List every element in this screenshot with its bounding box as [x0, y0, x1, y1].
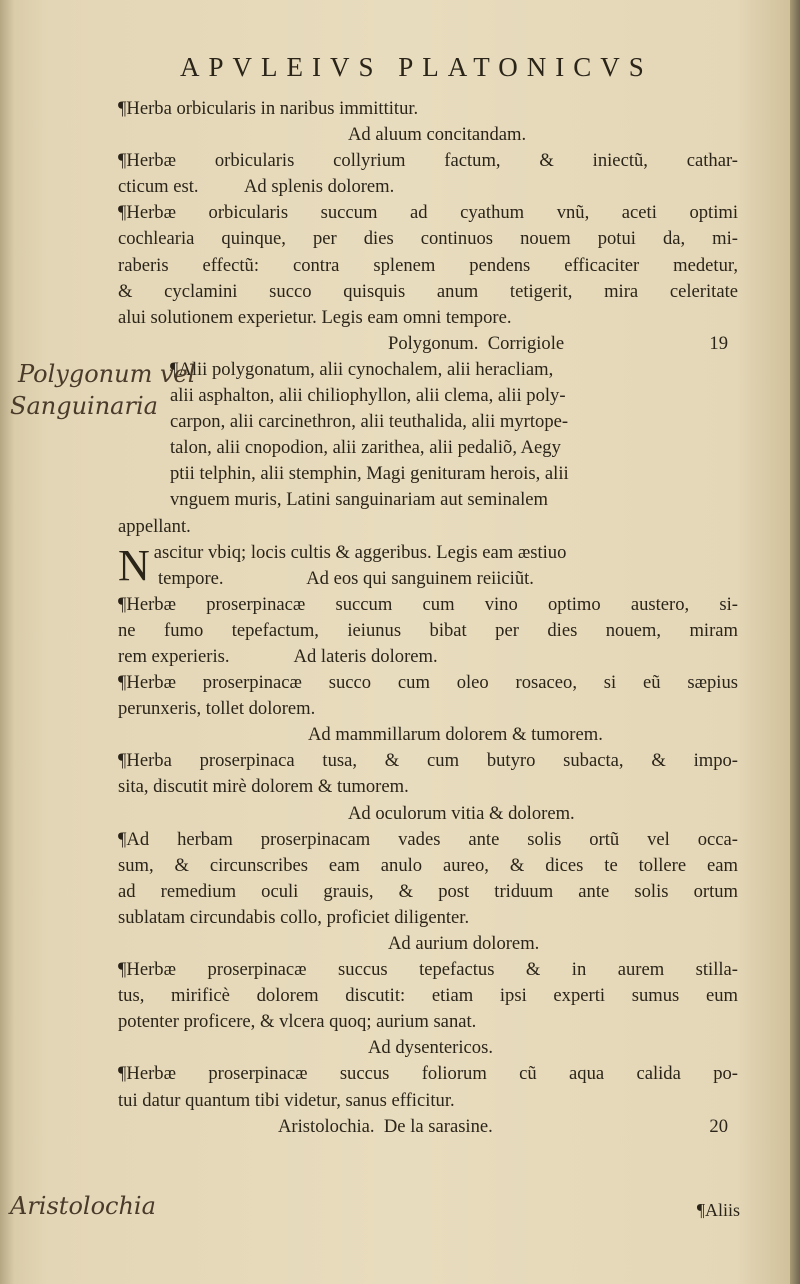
line-text: cochlearia quinque, per dies continuos nouem potui da, mi- [118, 228, 738, 250]
line-text: ¶Herba orbicularis in naribus immittitur. [118, 98, 419, 119]
text-line [118, 122, 738, 148]
text-line [118, 879, 738, 905]
line-text: ad remedium oculi grauis, & post triduum ante solis ortum [118, 880, 738, 902]
text-line [118, 931, 738, 957]
text-line [118, 383, 738, 409]
text-line [118, 853, 738, 879]
line-text: sublatam circundabis collo, proficiet diligenter. [118, 906, 470, 928]
text-line [118, 1114, 738, 1140]
line-text: ascitur vbiq; locis cultis & aggeribus. Legis eam æstiuo [153, 541, 567, 563]
text-line [118, 174, 738, 200]
text-line [118, 748, 738, 774]
margin-note-aristolochia: Aristolochia [10, 1192, 156, 1220]
line-text: alii asphalton, alii chiliophyllon, alii clema, alii poly- [170, 385, 566, 407]
line-text: tus, mirificè dolorem discutit: etiam ipsi experti sumus eum [118, 985, 738, 1007]
text-line [118, 279, 738, 305]
line-text: ne fumo tepefactum, ieiunus bibat per dies nouem, miram [118, 619, 738, 641]
text-line [118, 722, 738, 748]
text-line [118, 1009, 738, 1035]
text-line [118, 96, 738, 122]
line-text: ptii telphin, alii stemphin, Magi genituram herois, alii [170, 463, 569, 485]
line-text: Ad aluum concitandam. [348, 124, 527, 146]
running-header: APVLEIVS PLATONICVS [180, 52, 653, 82]
folio-number: 19 [709, 332, 728, 354]
text-line [118, 1061, 738, 1087]
text-line [118, 566, 738, 592]
text-line [118, 670, 738, 696]
line-text: ¶Herbæ orbicularis succum ad cyathum vnũ, aceti optimi [118, 202, 738, 224]
line-text: alui solutionem experietur. Legis eam omni tempore. [118, 306, 512, 328]
line-text: tempore. Ad eos qui sanguinem reiiciũt. [158, 567, 534, 589]
text-line [118, 200, 738, 226]
text-line [118, 487, 738, 513]
text-block [118, 96, 738, 1140]
line-text: Polygonum. Corrigiole [388, 332, 565, 354]
catchword: ¶Aliis [696, 1200, 740, 1220]
line-text: ¶Ad herbam proserpinacam vades ante solis ortũ vel occa- [118, 828, 738, 850]
text-line [118, 801, 738, 827]
line-text: tui datur quantum tibi videtur, sanus efficitur. [118, 1089, 455, 1111]
line-text: perunxeris, tollet dolorem. [118, 698, 316, 720]
line-text: appellant. [118, 515, 191, 537]
text-line [118, 957, 738, 983]
text-line [118, 461, 738, 487]
text-line [118, 1088, 738, 1114]
line-text: talon, alii cnopodion, alii zarithea, alii pedaliõ, Aegy [170, 437, 561, 459]
drop-capital: N [118, 540, 150, 590]
page-binding-edge [0, 0, 14, 1284]
line-text: sum, & circunscribes eam anulo aureo, & dices te tollere eam [118, 854, 738, 876]
page-outer-edge [790, 0, 800, 1284]
line-text: cticum est. Ad splenis dolorem. [118, 176, 395, 198]
text-line [118, 983, 738, 1009]
line-text: rem experieris. Ad lateris dolorem. [118, 645, 438, 667]
text-line [118, 905, 738, 931]
line-text: Ad mammillarum dolorem & tumorem. [308, 724, 603, 746]
text-line [118, 226, 738, 252]
text-line [118, 331, 738, 357]
text-line [118, 774, 738, 800]
line-text: ¶Herbæ proserpinacæ succus foliorum cũ aqua calida po- [118, 1063, 738, 1085]
text-line [118, 514, 738, 540]
line-text: raberis effectũ: contra splenem pendens efficaciter medetur, [118, 254, 738, 276]
line-text: Ad aurium dolorem. [388, 933, 540, 954]
line-text: ¶Herbæ orbicularis collyrium factum, & iniectũ, cathar- [118, 150, 738, 172]
text-line [118, 357, 738, 383]
text-line [118, 592, 738, 618]
line-text: ¶Herbæ proserpinacæ succo cum oleo rosaceo, si eũ sæpius [118, 672, 738, 694]
text-line [118, 148, 738, 174]
text-line [118, 1035, 738, 1061]
text-line [118, 409, 738, 435]
text-line [118, 435, 738, 461]
line-text: ¶Alii polygonatum, alii cynochalem, alii heracliam, [170, 358, 554, 380]
line-text: carpon, alii carcinethron, alii teuthalida, alii myrtope- [170, 411, 569, 433]
line-text: & cyclamini succo quisquis anum tetigerit, mira celeritate [118, 280, 738, 302]
line-text: potenter proficere, & vlcera quoq; aurium sanat. [118, 1011, 477, 1033]
line-text: Ad dysentericos. [368, 1037, 493, 1059]
line-text: ¶Herbæ proserpinacæ succus tepefactus & in aurem stilla- [118, 959, 738, 981]
folio-number: 20 [709, 1115, 728, 1137]
text-line [118, 305, 738, 331]
margin-note-polygonum: Polygonum vel [18, 360, 196, 388]
margin-note-sanguinaria: Sanguinaria [10, 392, 158, 420]
line-text: Aristolochia. De la sarasine. [278, 1115, 493, 1137]
text-line [118, 696, 738, 722]
line-text: ¶Herba proserpinaca tusa, & cum butyro subacta, & impo- [118, 750, 738, 772]
line-text: Ad oculorum vitia & dolorem. [348, 802, 575, 824]
line-text: vnguem muris, Latini sanguinariam aut seminalem [170, 489, 548, 511]
line-text: sita, discutit mirè dolorem & tumorem. [118, 776, 409, 798]
text-line [118, 618, 738, 644]
text-line [118, 644, 738, 670]
text-line [118, 253, 738, 279]
text-line [118, 827, 738, 853]
line-text: ¶Herbæ proserpinacæ succum cum vino optimo austero, si- [118, 593, 738, 615]
